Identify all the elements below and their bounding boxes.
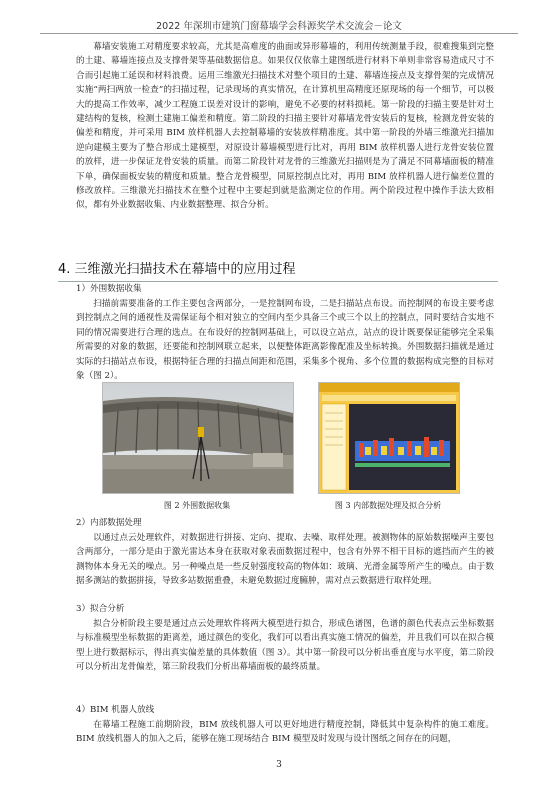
running-header: 2022 年深圳市建筑门窗幕墙学会科源奖学术交流会－论文	[156, 21, 402, 32]
figure-2-caption: 图 2 外围数据收集	[163, 501, 231, 510]
paragraph: 在幕墙工程施工前期阶段，BIM 放线机器人可以更好地进行精度控制，降低其中复杂构件的施工难度。BIM 放线机器人的加入之后，能够在施工现场结合 BIM 模型及时发现与设计图纸之间存在的问题，	[76, 720, 494, 745]
paragraph: 扫描前需要准备的工作主要包含两部分，一是控制网布设，二是扫描站点布设。而控制网的布设主要考虑到控制点之间的通视性及需保证每个相对独立的空间内至少具备三个或三个以上的控制点，同时要结合实地不同的情况需要进行合理的选点。在布设好的控制网基础上，可以设立站点，站点的设计既要保证能够完全采集所需要的对象的数据，还要能和控制网联立起来，以便整体距离影像配准及坐标转换。外围数据扫描就是通过实际的扫描站点布设，根据特征合理的扫描点间距和范围，采集多个视角、多个位置的数据构成完整的目标对象（图 2）。	[76, 299, 494, 382]
section-title: 4. 三维激光扫描技术在幕墙中的应用过程	[58, 258, 498, 282]
paragraph: 拟合分析阶段主要是通过点云处理软件将两大模型进行拟合，形成色谱图，色谱的颜色代表点云坐标数据与标准模型坐标数据的距离差，通过颜色的变化，我们可以看出真实施工情况的偏差，并且我们可以在拟合模型上进行数据标示，得出真实偏差量的具体数值（图 3）。其中第一阶段可以分析出垂直度与水平度，第二阶段可以分析出龙骨偏差，第三阶段我们分析出幕墙面板的最终质量。	[76, 619, 494, 673]
subsection-title-2: 2）内部数据处理	[76, 518, 142, 528]
header-rule	[40, 33, 518, 34]
figure-3-caption: 图 3 内部数据处理及拟合分析	[334, 501, 442, 510]
site-photo-image	[103, 383, 293, 493]
subsection-title-1: 1）外围数据收集	[76, 284, 142, 294]
subsection-body-3	[76, 617, 494, 675]
subsection-title-4: 4）BIM 机器人放线	[76, 705, 155, 715]
figure-2-site-photo	[102, 382, 294, 494]
intro-body	[76, 40, 494, 213]
point-cloud-software-image	[319, 383, 459, 493]
intro-paragraph: 幕墙安装施工对精度要求较高，尤其是高难度的曲面或异形幕墙的，利用传统测量手段，很难搜集到完整的土建、幕墙连接点及支撑骨架等基础数据信息。如果仅仅依靠土建图纸进行材料下单则非常容易造成尺寸不合而引起施工延误和材料浪费。运用三维激光扫描技术对整个项目的土建、幕墙连接点及支撑骨架的完成情况实施“两扫两放一检查”的扫描过程，记录现场的真实情况，在计算机里高精度还原现场的每一个细节，可以极大的提高工作效率，减少工程施工误差对设计的影响，避免不必要的材料损耗。第一阶段的扫描主要是针对土建结构的复核，检测土建施工偏差和精度。第二阶段的扫描主要针对幕墙龙骨安装后的复核，检测龙骨安装的偏差和精度，并可采用 BIM 放样机器人去控制幕墙的安装放样精准度。其中第一阶段的外墙三维激光扫描加逆向建模主要为了整合形成土建模型，对原设计幕墙模型进行比对，再用 BIM 放样机器人进行龙骨安装位置的放样，进一步保证龙骨安装的质量。而第二阶段针对龙骨的三维激光扫描则是为了满足不同幕墙面板的精准下单，确保面板安装的精度和质量。整合龙骨模型，同原控制点比对，再用 BIM 放样机器人进行偏差位置的修改放样。三维激光扫描技术在整个过程中主要起到就是监测定位的作用。两个阶段过程中操作手法大致相似，都有外业数据收集、内业数据整理、拟合分析。	[76, 42, 494, 211]
subsection-body-1	[76, 297, 494, 383]
page-number: 3	[276, 760, 282, 770]
subsection-body-2	[76, 531, 494, 589]
subsection-body-4	[76, 718, 494, 747]
subsection-title-3: 3）拟合分析	[76, 604, 125, 614]
figure-3-software-screenshot	[318, 382, 460, 494]
paragraph: 以通过点云处理软件，对数据进行拼接、定向、提取、去噪、取样处理。被测物体的原始数据噪声主要包含两部分，一部分是由于激光雷达本身在获取对象表面数据过程中，包含有外界不相干目标的遮挡而产生的被测物体本身无关的噪点。另一种噪点是一些反射强度较高的物体如：玻璃、光滑金属等所产生的噪点。由于数据多测站的数据拼接，导致多站数据重叠，未避免数据过度臃肿，需对点云数据进行取样处理。	[76, 533, 494, 587]
